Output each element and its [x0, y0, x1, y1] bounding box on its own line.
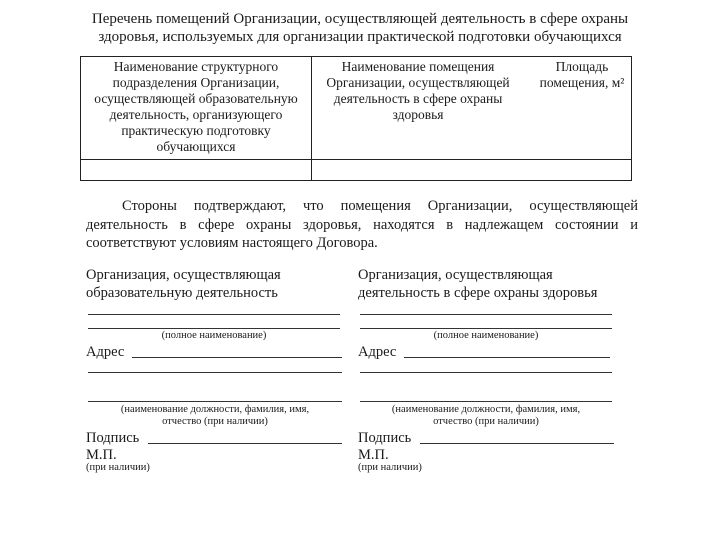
right-name-caption: (полное наименование) — [433, 330, 539, 341]
right-stamp-label: М.П. — [358, 447, 389, 463]
left-name-line[interactable] — [88, 314, 340, 315]
left-stamp-label: М.П. — [86, 447, 117, 463]
right-party-title-line-1: Организация, осуществляющая — [358, 267, 553, 283]
premises-table — [80, 56, 632, 181]
left-name-caption: (полное наименование) — [161, 330, 267, 341]
right-position-caption-2: отчество (при наличии) — [433, 416, 539, 427]
table-cell — [312, 160, 632, 181]
right-address-label: Адрес — [358, 344, 397, 360]
right-address-line[interactable] — [404, 357, 610, 358]
left-signature-line[interactable] — [148, 443, 342, 444]
left-position-caption-1: (наименование должности, фамилия, имя, — [120, 404, 310, 415]
title-line-1: Перечень помещений Организации, осуществляющей деятельность в сфере охраны — [91, 11, 629, 27]
right-name-line-2[interactable] — [360, 328, 612, 329]
document-title — [60, 10, 660, 46]
left-address-line-2[interactable] — [88, 372, 342, 373]
left-party-title-line-1: Организация, осуществляющая — [86, 267, 281, 283]
left-stamp-note: (при наличии) — [86, 462, 150, 473]
table-row — [81, 160, 632, 181]
left-address-line[interactable] — [132, 357, 342, 358]
left-name-line-2[interactable] — [88, 328, 340, 329]
right-party-title-line-2: деятельность в сфере охраны здоровья — [358, 285, 598, 301]
right-address-line-2[interactable] — [360, 372, 612, 373]
column-header-department: Наименование структурного подразделения Организации, осуществляющей образовательную деятельность, организующего практическую подготовку обучающихся — [81, 57, 312, 160]
right-stamp-note: (при наличии) — [358, 462, 422, 473]
left-address-label: Адрес — [86, 344, 125, 360]
left-party-title-line-2: образовательную деятельность — [86, 285, 278, 301]
left-position-caption-2: отчество (при наличии) — [162, 416, 268, 427]
right-position-line[interactable] — [360, 401, 612, 402]
right-name-line[interactable] — [360, 314, 612, 315]
column-header-premises: Наименование помещения Организации, осуществляющей деятельность в сфере охраны здоровья — [326, 59, 510, 122]
table-cell — [81, 160, 312, 181]
left-position-line[interactable] — [88, 401, 342, 402]
right-signature-label: Подпись — [358, 430, 412, 446]
confirmation-paragraph — [86, 197, 638, 253]
title-line-2: здоровья, используемых для организации практической подготовки обучающихся — [98, 29, 622, 45]
left-signature-label: Подпись — [86, 430, 140, 446]
right-position-caption-1: (наименование должности, фамилия, имя, — [391, 404, 581, 415]
column-header-group — [312, 57, 632, 160]
confirmation-text: Стороны подтверждают, что помещения Организации, осуществляющей деятельность в сфере охраны здоровья, находятся в надлежащем состоянии и соответствуют условиям настоящего Договора. — [86, 198, 638, 251]
column-header-area: Площадь помещения, м² — [539, 59, 625, 90]
table-header-row — [81, 57, 632, 160]
right-signature-line[interactable] — [420, 443, 614, 444]
